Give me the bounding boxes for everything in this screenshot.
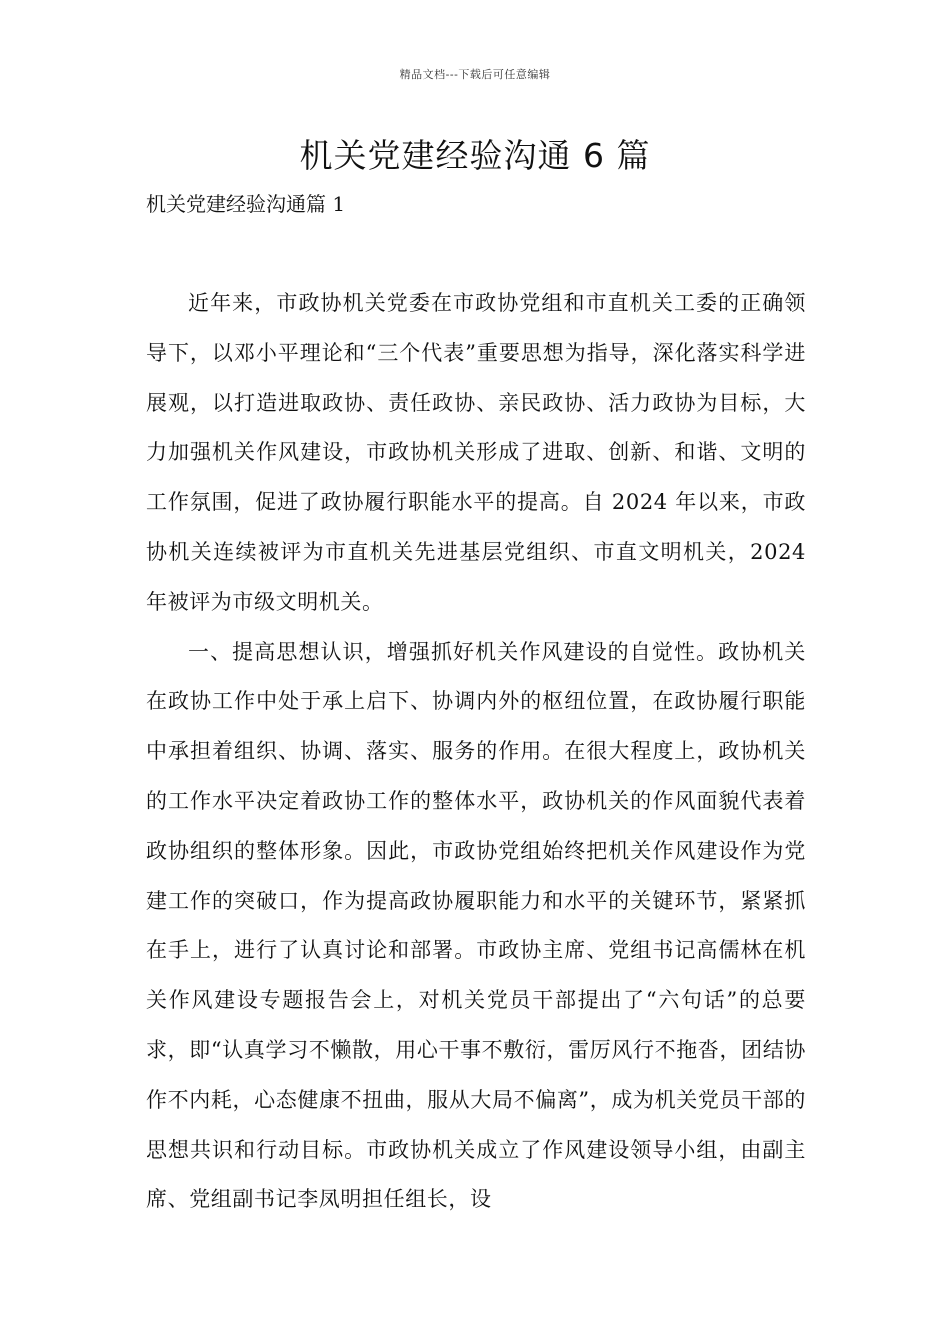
header-note: 精品文档---下载后可任意编辑: [399, 68, 551, 81]
paragraph-section-one: 一、提高思想认识，增强抓好机关作风建设的自觉性。政协机关在政协工作中处于承上启下、协调内外的枢纽位置，在政协履行职能中承担着组织、协调、落实、服务的作用。在很大程度上，政协机关的工作水平决定着政协工作的整体水平，政协机关的作风面貌代表着政协组织的整体形象。因此，市政协党组始终把机关作风建设作为党建工作的突破口，作为提高政协履职能力和水平的关键环节，紧紧抓在手上，进行了认真讨论和部署。市政协主席、党组书记高儒林在机关作风建设专题报告会上，对机关党员干部提出了“六句话”的总要求，即“认真学习不懒散，用心干事不敷衍，雷厉风行不拖沓，团结协作不内耗，心态健康不扭曲，服从大局不偏离”，成为机关党员干部的思想共识和行动目标。市政协机关成立了作风建设领导小组，由副主席、党组副书记李凤明担任组长，设: [146, 639, 806, 1212]
section-heading: 机关党建经验沟通篇 1: [146, 192, 346, 216]
paragraph-intro: 近年来，市政协机关党委在市政协党组和市直机关工委的正确领导下，以邓小平理论和“三个代表”重要思想为指导，深化落实科学进展观，以打造进取政协、责任政协、亲民政协、活力政协为目标，大力加强机关作风建设，市政协机关形成了进取、创新、和谐、文明的工作氛围，促进了政协履行职能水平的提高。自 2024 年以来，市政协机关连续被评为市直机关先进基层党组织、市直文明机关，2024 年被评为市级文明机关。: [146, 291, 806, 614]
document-body: [146, 279, 806, 1225]
document-title: 机关党建经验沟通 6 篇: [299, 136, 651, 175]
